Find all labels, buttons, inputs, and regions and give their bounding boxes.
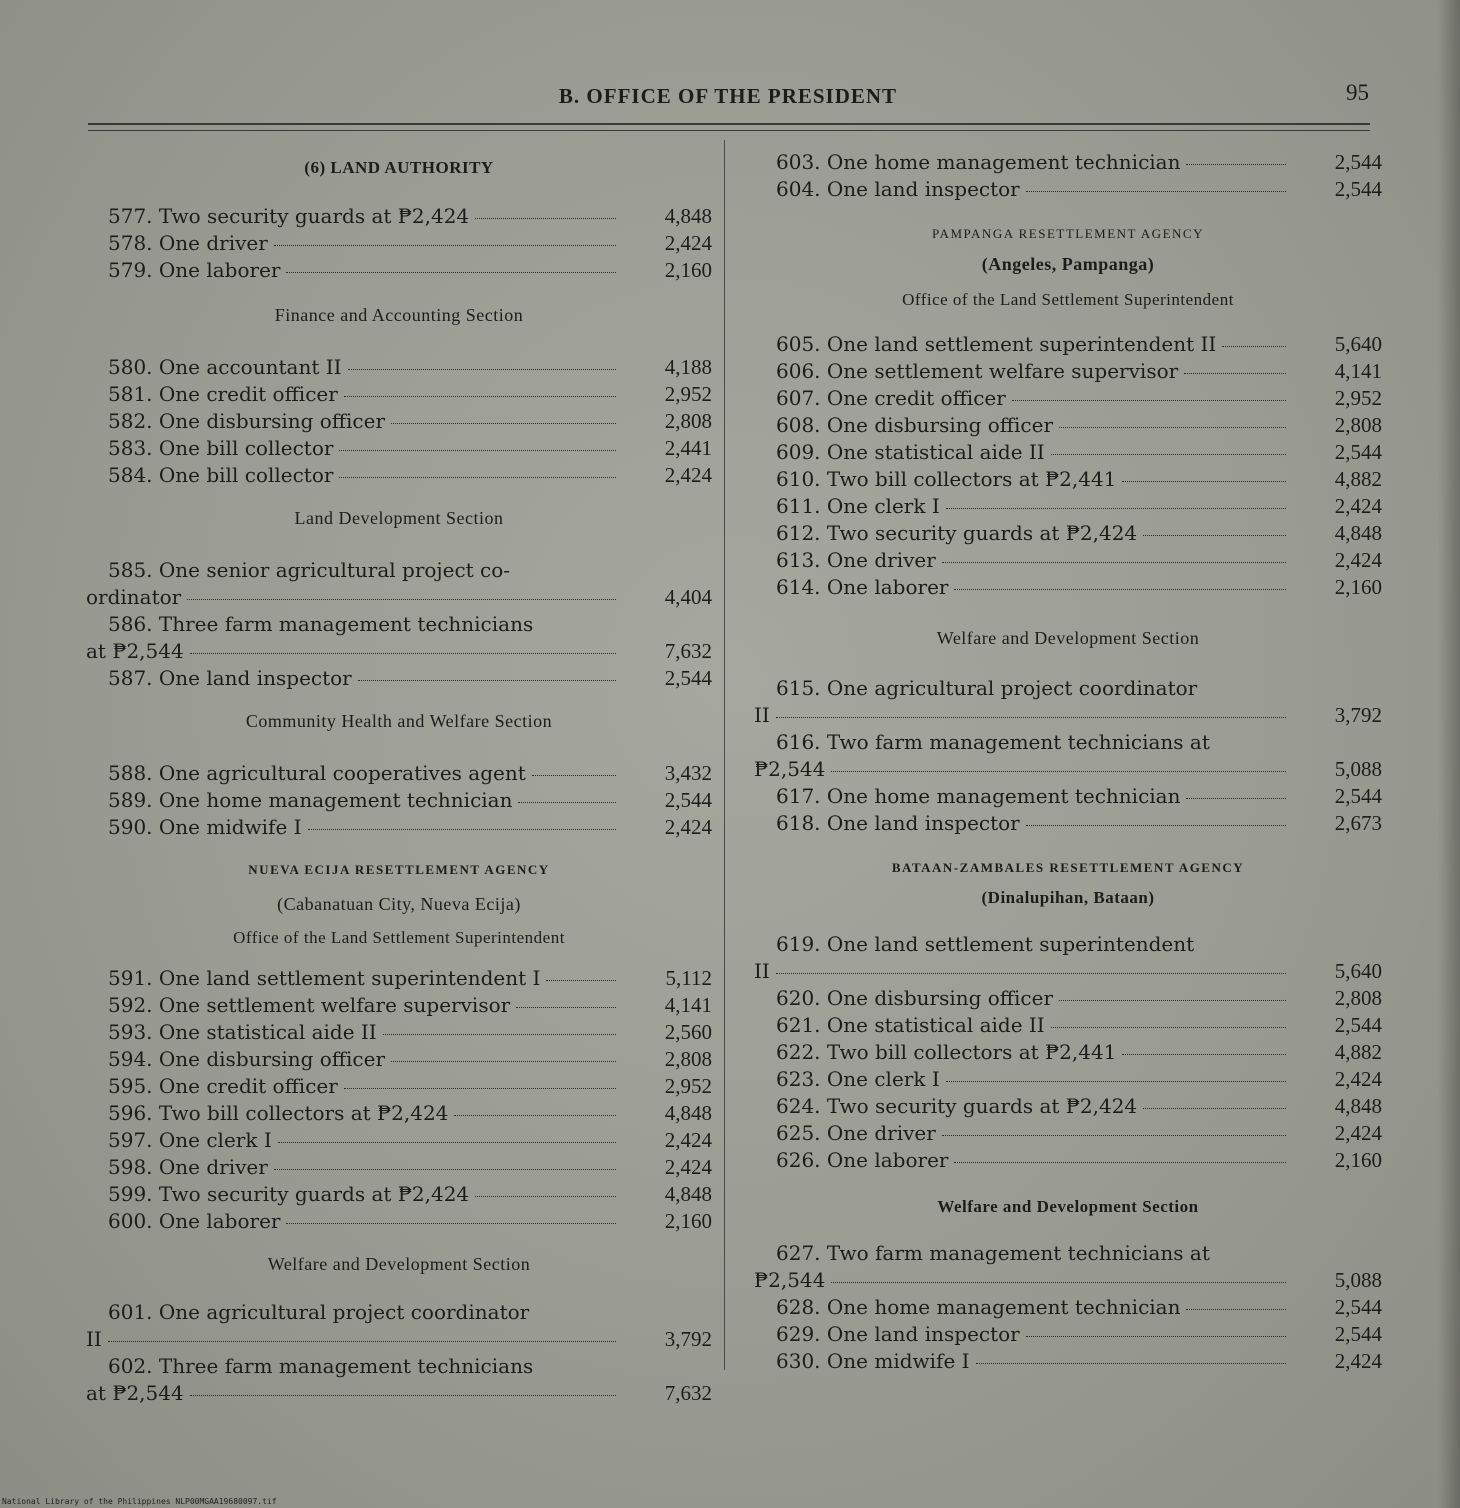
scan-footer: National Library of the Philippines NLP00MGAA19680097.tif <box>2 1497 277 1506</box>
list-item: 602. Three farm management technicians <box>108 1354 534 1378</box>
list-item: 617. One home management technician 2,544 <box>776 784 1382 808</box>
list-item: 594. One disbursing officer 2,808 <box>108 1047 712 1071</box>
list-item: 616. Two farm management technicians at <box>776 730 1210 754</box>
section-heading-finance: Finance and Accounting Section <box>274 305 524 325</box>
list-item: 583. One bill collector 2,441 <box>108 436 712 460</box>
section-heading-welfare: Welfare and Development Section <box>267 1254 531 1274</box>
page-number: 95 <box>1346 80 1369 105</box>
agency-location: (Angeles, Pampanga) <box>981 254 1155 274</box>
list-item: 577. Two security guards at ₱2,424 4,848 <box>108 204 712 228</box>
list-item: 603. One home management technician 2,544 <box>776 150 1382 174</box>
list-item: 580. One accountant II 4,188 <box>108 355 712 379</box>
list-item: 606. One settlement welfare supervisor 4,141 <box>776 359 1382 383</box>
list-item-continuation: at ₱2,544 7,632 <box>86 639 712 663</box>
list-item: 627. Two farm management technicians at <box>776 1241 1210 1265</box>
list-item: 626. One laborer 2,160 <box>776 1148 1382 1172</box>
page-edge-shadow <box>1438 0 1460 1508</box>
header-rule-thin <box>88 130 1370 131</box>
list-item: 610. Two bill collectors at ₱2,441 4,882 <box>776 467 1382 491</box>
list-item: 595. One credit officer 2,952 <box>108 1074 712 1098</box>
section-heading-pampanga: PAMPANGA RESETTLEMENT AGENCY <box>932 226 1204 241</box>
list-item: 598. One driver 2,424 <box>108 1155 712 1179</box>
list-item: 593. One statistical aide II 2,560 <box>108 1020 712 1044</box>
list-item: 620. One disbursing officer 2,808 <box>776 986 1382 1010</box>
list-item: 584. One bill collector 2,424 <box>108 463 712 487</box>
column-divider <box>724 140 725 1370</box>
list-item: 608. One disbursing officer 2,808 <box>776 413 1382 437</box>
agency-location: (Dinalupihan, Bataan) <box>981 888 1155 907</box>
list-item: 592. One settlement welfare supervisor 4,141 <box>108 993 712 1017</box>
list-item: 586. Three farm management technicians <box>108 612 534 636</box>
list-item: 625. One driver 2,424 <box>776 1121 1382 1145</box>
list-item: 599. Two security guards at ₱2,424 4,848 <box>108 1182 712 1206</box>
running-head: B. OFFICE OF THE PRESIDENT <box>558 84 898 108</box>
list-item-continuation: ₱2,544 5,088 <box>754 757 1382 781</box>
list-item: 597. One clerk I 2,424 <box>108 1128 712 1152</box>
left-column <box>86 150 712 1408</box>
list-item: 611. One clerk I 2,424 <box>776 494 1382 518</box>
section-heading-land-development: Land Development Section <box>294 508 504 528</box>
list-item: 601. One agricultural project coordinator <box>108 1300 530 1324</box>
list-item: 622. Two bill collectors at ₱2,441 4,882 <box>776 1040 1382 1064</box>
list-item: 588. One agricultural cooperatives agent 3,432 <box>108 761 712 785</box>
list-item: 607. One credit officer 2,952 <box>776 386 1382 410</box>
list-item: 590. One midwife I 2,424 <box>108 815 712 839</box>
list-item: 628. One home management technician 2,544 <box>776 1295 1382 1319</box>
agency-location: (Cabanatuan City, Nueva Ecija) <box>277 894 521 914</box>
list-item: 609. One statistical aide II 2,544 <box>776 440 1382 464</box>
list-item: 587. One land inspector 2,544 <box>108 666 712 690</box>
list-item: 605. One land settlement superintendent II 5,640 <box>776 332 1382 356</box>
list-item: 581. One credit officer 2,952 <box>108 382 712 406</box>
list-item: 596. Two bill collectors at ₱2,424 4,848 <box>108 1101 712 1125</box>
list-item: 619. One land settlement superintendent <box>776 932 1195 956</box>
list-item: 613. One driver 2,424 <box>776 548 1382 572</box>
right-column <box>754 150 1382 1376</box>
list-item: 578. One driver 2,424 <box>108 231 712 255</box>
list-item: 589. One home management technician 2,544 <box>108 788 712 812</box>
list-item: 582. One disbursing officer 2,808 <box>108 409 712 433</box>
section-heading-nueva-ecija: NUEVA ECIJA RESETTLEMENT AGENCY <box>248 862 550 877</box>
list-item-continuation: ₱2,544 5,088 <box>754 1268 1382 1292</box>
list-item-continuation: ordinator 4,404 <box>86 585 712 609</box>
list-item: 630. One midwife I 2,424 <box>776 1349 1382 1373</box>
section-heading-welfare: Welfare and Development Section <box>937 1197 1199 1216</box>
office-heading: Office of the Land Settlement Superintendent <box>233 928 565 947</box>
list-item: 600. One laborer 2,160 <box>108 1209 712 1233</box>
section-heading-land-authority: (6) LAND AUTHORITY <box>304 158 494 177</box>
office-heading: Office of the Land Settlement Superintendent <box>902 290 1234 309</box>
list-item-continuation: at ₱2,544 7,632 <box>86 1381 712 1405</box>
list-item: 614. One laborer 2,160 <box>776 575 1382 599</box>
list-item: 579. One laborer 2,160 <box>108 258 712 282</box>
list-item: 591. One land settlement superintendent I 5,112 <box>108 966 712 990</box>
section-heading-community-health: Community Health and Welfare Section <box>245 711 553 731</box>
list-item: 618. One land inspector 2,673 <box>776 811 1382 835</box>
list-item: 615. One agricultural project coordinator <box>776 676 1198 700</box>
header-rule <box>88 123 1370 125</box>
list-item: 629. One land inspector 2,544 <box>776 1322 1382 1346</box>
section-heading-bataan-zambales: BATAAN-ZAMBALES RESETTLEMENT AGENCY <box>891 860 1245 875</box>
list-item: 621. One statistical aide II 2,544 <box>776 1013 1382 1037</box>
list-item-continuation: II 5,640 <box>754 959 1382 983</box>
list-item: 624. Two security guards at ₱2,424 4,848 <box>776 1094 1382 1118</box>
list-item-continuation: II 3,792 <box>86 1327 712 1351</box>
list-item: 604. One land inspector 2,544 <box>776 177 1382 201</box>
list-item-continuation: II 3,792 <box>754 703 1382 727</box>
list-item: 612. Two security guards at ₱2,424 4,848 <box>776 521 1382 545</box>
list-item: 623. One clerk I 2,424 <box>776 1067 1382 1091</box>
list-item: 585. One senior agricultural project co- <box>108 558 511 582</box>
section-heading-welfare: Welfare and Development Section <box>936 628 1200 648</box>
